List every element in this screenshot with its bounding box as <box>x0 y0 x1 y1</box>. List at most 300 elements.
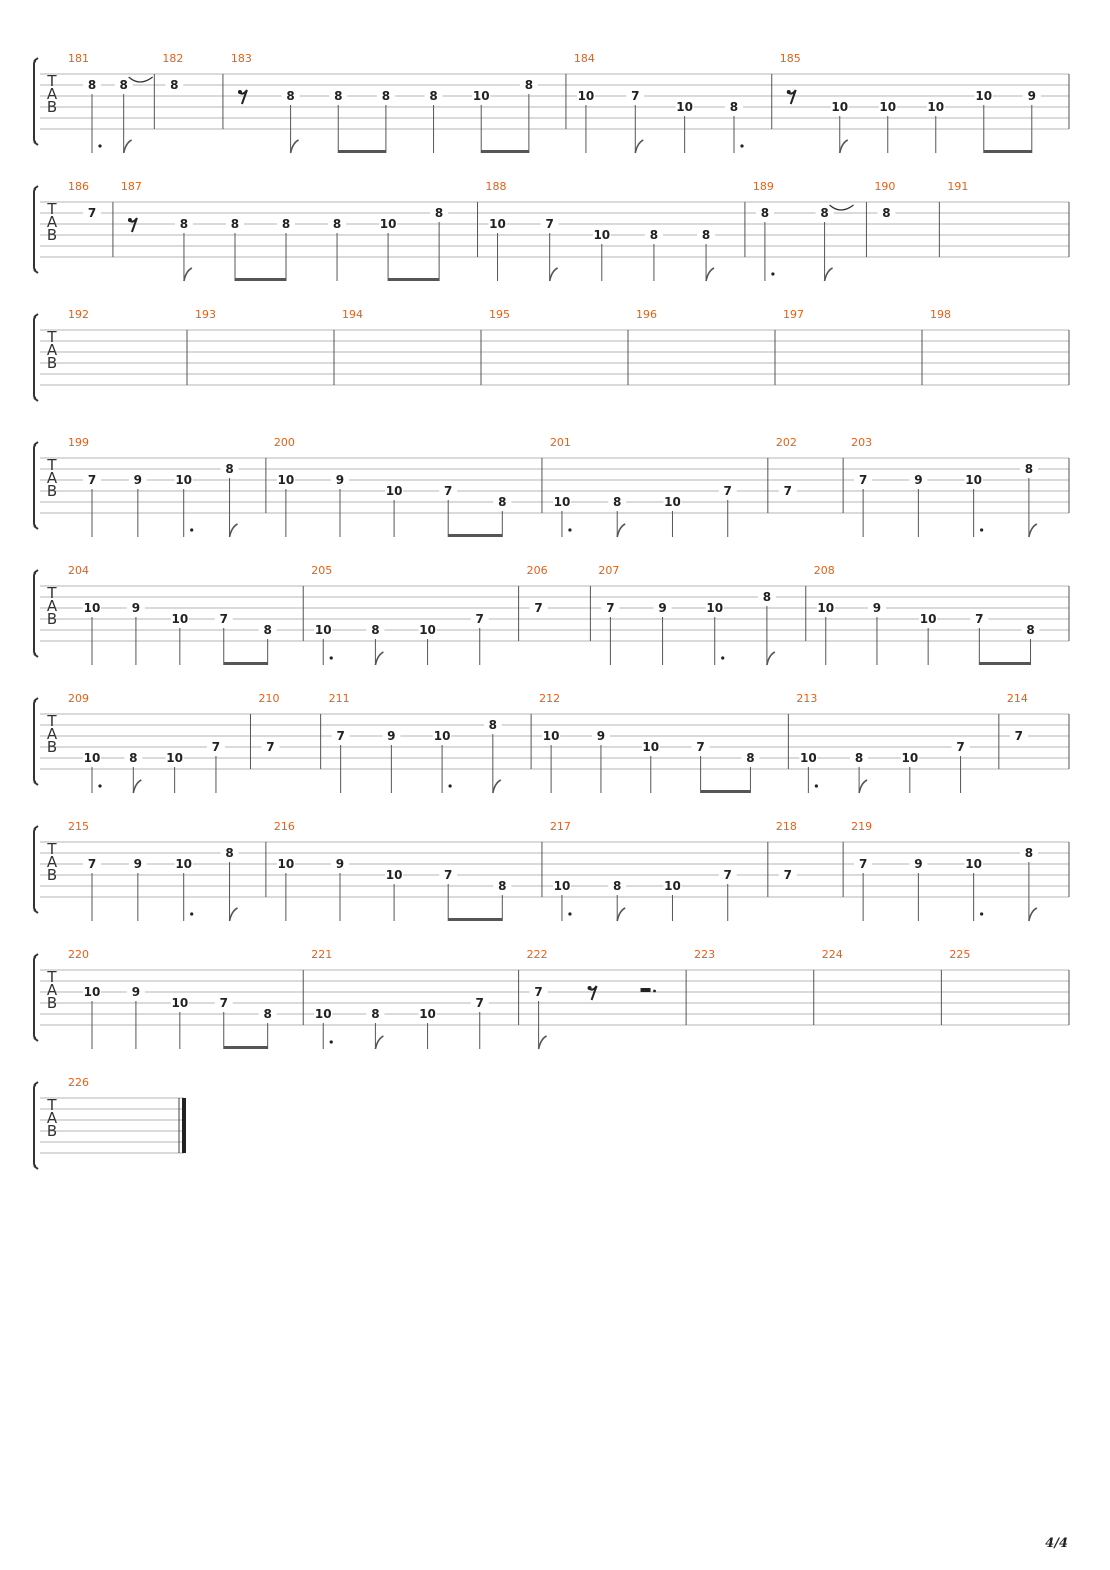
note-beam <box>701 790 751 793</box>
fret-number: 10 <box>433 729 451 743</box>
fret-number: 8 <box>170 78 179 92</box>
measure-number: 217 <box>549 820 571 833</box>
fret-number: 7 <box>534 985 543 999</box>
measure <box>311 564 518 665</box>
fret-number: 10 <box>83 751 101 765</box>
fret-number: 8 <box>746 751 755 765</box>
measure-number: 213 <box>796 692 818 705</box>
measure <box>162 52 223 129</box>
fret-number: 10 <box>919 612 937 626</box>
tab-clef-letter: T <box>47 712 57 730</box>
measure <box>68 436 266 537</box>
fret-number: 8 <box>263 623 272 637</box>
fret-number: 8 <box>334 89 343 103</box>
measure <box>949 948 1069 1025</box>
fret-number: 10 <box>965 857 982 871</box>
dot <box>740 144 743 147</box>
measure-number: 191 <box>947 180 969 193</box>
tab-clef-letter: B <box>46 98 58 116</box>
measure-number: 208 <box>813 564 835 577</box>
fret-number: 10 <box>175 857 193 871</box>
tab-system <box>34 820 1069 921</box>
dot <box>98 144 101 147</box>
dot <box>190 912 193 915</box>
tab-system <box>34 564 1069 665</box>
dot <box>190 528 193 531</box>
fret-number: 7 <box>956 740 965 754</box>
tab-clef-letter: B <box>46 866 58 884</box>
fret-number: 10 <box>83 985 101 999</box>
dot <box>330 1040 333 1043</box>
dot <box>98 784 101 787</box>
fret-number: 7 <box>219 996 228 1010</box>
fret-number: 7 <box>266 740 275 754</box>
note-flag <box>825 268 833 281</box>
fret-number: 10 <box>419 1007 436 1021</box>
fret-number: 10 <box>553 879 571 893</box>
measure-number: 182 <box>162 52 184 65</box>
note-flag <box>230 908 238 921</box>
rest-dot <box>238 90 242 94</box>
fret-number: 7 <box>87 206 97 220</box>
fret-number: 7 <box>87 857 97 871</box>
fret-number: 9 <box>133 857 143 871</box>
fret-number: 10 <box>171 612 189 626</box>
fret-number: 8 <box>87 78 97 92</box>
fret-number: 10 <box>175 473 193 487</box>
measure <box>930 308 1069 385</box>
note-flag <box>1029 524 1037 537</box>
system-bracket <box>34 1082 38 1169</box>
measure-number: 195 <box>489 308 510 321</box>
dot <box>980 912 983 915</box>
fret-number: 7 <box>606 601 615 615</box>
system-bracket <box>34 570 38 657</box>
fret-number: 10 <box>489 217 506 231</box>
system-bracket <box>34 698 38 785</box>
measure <box>274 436 542 537</box>
measure <box>539 692 788 793</box>
fret-number: 7 <box>444 868 453 882</box>
measure-number: 215 <box>68 820 89 833</box>
note-beam <box>235 278 286 281</box>
fret-number: 10 <box>166 751 183 765</box>
rest-dot <box>128 218 132 222</box>
fret-number: 9 <box>131 601 141 615</box>
measure-number: 212 <box>539 692 561 705</box>
measure <box>486 180 745 281</box>
fret-number: 7 <box>858 857 868 871</box>
fret-number: 10 <box>879 100 897 114</box>
fret-number: 8 <box>381 89 391 103</box>
fret-number: 10 <box>314 623 332 637</box>
note-beam <box>448 918 502 921</box>
note-flag <box>706 268 714 281</box>
measure <box>796 692 998 793</box>
fret-number: 8 <box>332 217 342 231</box>
measure <box>947 180 1069 257</box>
measure <box>598 564 805 665</box>
fret-number: 10 <box>965 473 982 487</box>
fret-number: 9 <box>335 857 345 871</box>
fret-number: 9 <box>1027 89 1036 103</box>
fret-number: 8 <box>429 89 438 103</box>
note-flag <box>617 908 625 921</box>
note-flag <box>767 652 775 665</box>
measure-number: 221 <box>311 948 333 961</box>
note-flag <box>1029 908 1037 921</box>
tab-clef-letter: T <box>47 72 57 90</box>
measure-number: 219 <box>851 820 873 833</box>
measure-number: 189 <box>752 180 774 193</box>
note-beam <box>448 534 502 537</box>
fret-number: 10 <box>706 601 724 615</box>
system-bracket <box>34 954 38 1041</box>
measure-number: 223 <box>694 948 716 961</box>
fret-number: 8 <box>434 206 444 220</box>
fret-number: 7 <box>545 217 554 231</box>
fret-number: 7 <box>723 868 732 882</box>
fret-number: 10 <box>472 89 490 103</box>
fret-number: 7 <box>336 729 345 743</box>
tab-clef-letter: A <box>46 213 58 231</box>
tab-system <box>34 1076 186 1169</box>
fret-number: 9 <box>387 729 396 743</box>
fret-number: 10 <box>927 100 945 114</box>
tab-system <box>34 180 1069 281</box>
fret-number: 8 <box>498 879 507 893</box>
tab-system <box>34 948 1069 1049</box>
measure-number: 187 <box>120 180 142 193</box>
note-flag <box>291 140 299 153</box>
fret-number: 8 <box>119 78 128 92</box>
note-flag <box>133 780 141 793</box>
measure-number: 225 <box>949 948 971 961</box>
note-flag <box>550 268 558 281</box>
fret-number: 9 <box>133 473 143 487</box>
system-bracket <box>34 58 38 145</box>
fret-number: 8 <box>286 89 295 103</box>
measure-number: 194 <box>342 308 363 321</box>
fret-number: 10 <box>385 484 403 498</box>
fret-number: 8 <box>760 206 770 220</box>
measure <box>68 692 250 793</box>
measure-number: 185 <box>779 52 801 65</box>
measure <box>311 948 518 1049</box>
measure-number: 220 <box>68 948 89 961</box>
fret-number: 7 <box>696 740 705 754</box>
tab-clef-letter: T <box>47 840 57 858</box>
measure-number: 193 <box>195 308 216 321</box>
measure <box>121 180 478 281</box>
measure-number: 188 <box>485 180 507 193</box>
fret-number: 10 <box>553 495 571 509</box>
tab-clef-letter: B <box>46 1122 58 1140</box>
note-flag <box>230 524 238 537</box>
fret-number: 8 <box>649 228 659 242</box>
measure-number: 203 <box>851 436 873 449</box>
fret-number: 9 <box>596 729 606 743</box>
fret-number: 8 <box>263 1007 272 1021</box>
measure <box>195 308 334 385</box>
tab-clef-letter: B <box>46 738 58 756</box>
note-flag <box>635 140 643 153</box>
fret-number: 10 <box>171 996 189 1010</box>
tab-clef-letter: A <box>46 341 58 359</box>
measure <box>274 820 542 921</box>
measure-number: 202 <box>775 436 797 449</box>
measure <box>550 436 768 537</box>
fret-number: 8 <box>762 590 772 604</box>
note-flag <box>840 140 848 153</box>
fret-number: 10 <box>542 729 560 743</box>
dot <box>721 656 724 659</box>
fret-number: 8 <box>854 751 864 765</box>
fret-number: 9 <box>914 473 923 487</box>
measure <box>822 948 942 1025</box>
measure-number: 204 <box>68 564 89 577</box>
fret-number: 8 <box>613 879 622 893</box>
tab-clef-letter: B <box>46 610 58 628</box>
note-beam <box>984 150 1032 153</box>
tab-clef-letter: B <box>46 354 58 372</box>
note-flag <box>493 780 501 793</box>
dot <box>653 990 656 993</box>
tab-clef-letter: T <box>47 200 57 218</box>
tab-system <box>34 52 1069 153</box>
measure-number: 199 <box>68 436 89 449</box>
fret-number: 10 <box>664 495 681 509</box>
dot <box>815 784 818 787</box>
measure-number: 181 <box>68 52 89 65</box>
fret-number: 8 <box>371 623 380 637</box>
fret-number: 9 <box>914 857 923 871</box>
measure-number: 209 <box>68 692 89 705</box>
measure <box>68 52 154 153</box>
note-beam <box>481 150 529 153</box>
measure <box>527 564 591 641</box>
fret-number: 8 <box>701 228 711 242</box>
measure-number: 224 <box>821 948 843 961</box>
fret-number: 7 <box>475 612 484 626</box>
measure <box>68 948 303 1049</box>
measure <box>694 948 814 1025</box>
measure-number: 222 <box>526 948 548 961</box>
tab-clef-letter: T <box>47 456 57 474</box>
dot <box>980 528 983 531</box>
measure-number: 196 <box>636 308 657 321</box>
fret-number: 7 <box>1014 729 1024 743</box>
dot <box>568 528 571 531</box>
fret-number: 8 <box>729 100 739 114</box>
measure <box>851 820 1069 921</box>
fret-number: 7 <box>858 473 868 487</box>
note-flag <box>617 524 625 537</box>
tab-clef-letter: T <box>47 1096 57 1114</box>
measure <box>574 52 772 153</box>
measure-number: 218 <box>775 820 797 833</box>
fret-number: 10 <box>385 868 403 882</box>
measure-number: 211 <box>328 692 350 705</box>
tab-system <box>34 692 1069 793</box>
fret-number: 10 <box>817 601 835 615</box>
system-bracket <box>34 442 38 529</box>
tab-clef-letter: B <box>46 226 58 244</box>
note-flag <box>859 780 867 793</box>
fret-number: 10 <box>419 623 436 637</box>
fret-number: 7 <box>87 473 97 487</box>
fret-number: 7 <box>219 612 228 626</box>
measure-number: 214 <box>1006 692 1028 705</box>
fret-number: 7 <box>475 996 484 1010</box>
fret-number: 9 <box>335 473 345 487</box>
system-bracket <box>34 314 38 401</box>
tab-clef-letter: A <box>46 1109 58 1127</box>
fret-number: 7 <box>975 612 984 626</box>
measure <box>68 1076 184 1153</box>
fret-number: 8 <box>179 217 189 231</box>
measure-number: 206 <box>526 564 548 577</box>
tab-system <box>34 308 1069 401</box>
fret-number: 8 <box>820 206 829 220</box>
measure-number: 201 <box>549 436 571 449</box>
tab-clef-letter: A <box>46 469 58 487</box>
fret-number: 7 <box>723 484 732 498</box>
fret-number: 10 <box>314 1007 332 1021</box>
tab-clef-letter: A <box>46 85 58 103</box>
measure <box>1007 692 1069 769</box>
measure-number: 198 <box>930 308 951 321</box>
dot <box>568 912 571 915</box>
rest-dot <box>588 986 592 990</box>
measure-number: 197 <box>783 308 804 321</box>
fret-number: 10 <box>800 751 817 765</box>
measure <box>776 820 843 897</box>
system-bracket <box>34 826 38 913</box>
tab-clef-letter: T <box>47 328 57 346</box>
fret-number: 10 <box>642 740 660 754</box>
fret-number: 8 <box>1026 623 1035 637</box>
tab-clef-letter: A <box>46 853 58 871</box>
fret-number: 10 <box>277 473 295 487</box>
fret-number: 8 <box>488 718 498 732</box>
fret-number: 7 <box>783 868 793 882</box>
measure <box>550 820 768 921</box>
fret-number: 9 <box>131 985 141 999</box>
tab-system <box>34 436 1069 537</box>
fret-number: 8 <box>882 206 891 220</box>
measure <box>874 180 939 257</box>
fret-number: 8 <box>498 495 507 509</box>
fret-number: 9 <box>658 601 667 615</box>
measure <box>783 308 922 385</box>
fret-number: 9 <box>872 601 882 615</box>
fret-number: 8 <box>1024 846 1034 860</box>
measure <box>814 564 1069 665</box>
fret-number: 7 <box>444 484 453 498</box>
tab-clef-letter: A <box>46 725 58 743</box>
fret-number: 10 <box>83 601 101 615</box>
fret-number: 8 <box>225 846 234 860</box>
page-number: 4/4 <box>1045 1536 1068 1551</box>
fret-number: 8 <box>225 462 234 476</box>
dot <box>448 784 451 787</box>
fret-number: 7 <box>631 89 640 103</box>
fret-number: 10 <box>277 857 295 871</box>
fret-number: 8 <box>230 217 240 231</box>
measure-number: 210 <box>258 692 280 705</box>
note-beam <box>979 662 1030 665</box>
fret-number: 10 <box>901 751 919 765</box>
note-beam <box>338 150 386 153</box>
measure <box>527 948 687 1049</box>
tab-clef-letter: T <box>47 584 57 602</box>
measure-number: 226 <box>68 1076 89 1089</box>
system-bracket <box>34 186 38 273</box>
final-barline-thick <box>182 1098 186 1153</box>
measure <box>342 308 481 385</box>
measure <box>68 564 303 665</box>
measure <box>68 820 266 921</box>
fret-number: 8 <box>1024 462 1034 476</box>
fret-number: 10 <box>676 100 693 114</box>
fret-number: 10 <box>577 89 595 103</box>
fret-number: 10 <box>975 89 993 103</box>
note-beam <box>224 1046 268 1049</box>
measure <box>329 692 531 793</box>
measure <box>780 52 1069 153</box>
measure-number: 207 <box>598 564 620 577</box>
tab-clef-letter: B <box>46 994 58 1012</box>
measure-number: 192 <box>68 308 89 321</box>
fret-number: 10 <box>664 879 681 893</box>
rest-dot <box>787 90 791 94</box>
measure-number: 200 <box>273 436 295 449</box>
fret-number: 8 <box>524 78 534 92</box>
half-rest <box>641 988 651 992</box>
note-flag <box>539 1036 547 1049</box>
note-flag <box>184 268 192 281</box>
tab-clef-letter: B <box>46 482 58 500</box>
measure-number: 190 <box>874 180 896 193</box>
fret-number: 8 <box>129 751 138 765</box>
measure <box>68 180 113 257</box>
measure <box>851 436 1069 537</box>
note-beam <box>388 278 439 281</box>
fret-number: 8 <box>371 1007 380 1021</box>
measure <box>636 308 775 385</box>
measure-number: 184 <box>573 52 595 65</box>
measure <box>489 308 628 385</box>
fret-number: 10 <box>593 228 611 242</box>
tab-clef-letter: T <box>47 968 57 986</box>
fret-number: 7 <box>783 484 793 498</box>
fret-number: 7 <box>211 740 221 754</box>
measure-number: 183 <box>230 52 252 65</box>
note-flag <box>124 140 132 153</box>
fret-number: 8 <box>281 217 291 231</box>
measure-number: 205 <box>311 564 333 577</box>
measure <box>753 180 867 281</box>
fret-number: 7 <box>534 601 543 615</box>
note-flag <box>375 652 383 665</box>
measure-number: 216 <box>273 820 295 833</box>
measure <box>68 308 187 385</box>
fret-number: 8 <box>613 495 622 509</box>
measure <box>776 436 843 513</box>
note-flag <box>375 1036 383 1049</box>
tab-clef-letter: A <box>46 981 58 999</box>
